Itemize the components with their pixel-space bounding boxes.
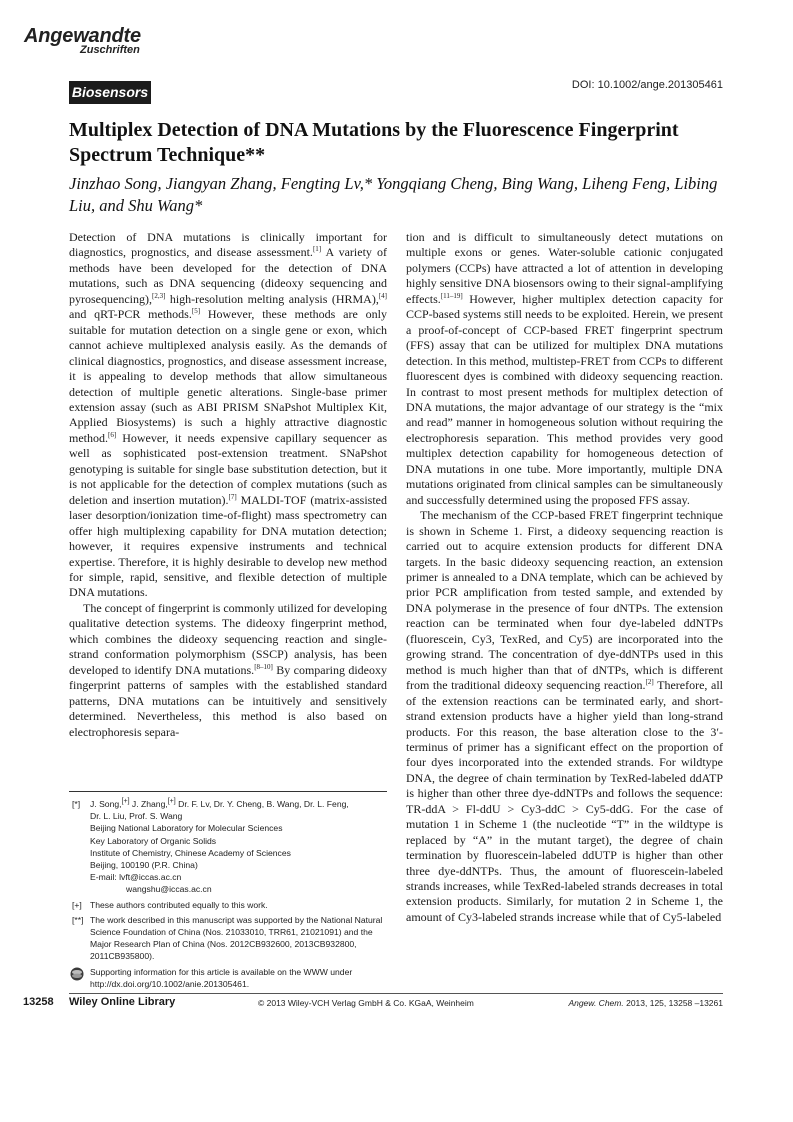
- paragraph: tion and is difficult to simultaneously detect mutations on multiple exons or genes. Water-soluble cationic conjugated polymers (CCPs) have attracted a lot of attention in developing highly sensitive DNA biosensors owing to their signal-amplifying effects.[11–19] However, higher multiplex detection capacity for CCP-based systems still needs to be exploited. Herein, we present a proof-of-concept of CCP-based FRET fingerprint spectrum (FFS) assay that can be utilized for multiplex DNA mutations detection. In this method, multistep-FRET from CCPs to different fluorescent dyes is combined with dideoxy sequencing reaction. In contrast to most present methods for multiplex detection of DNA mutations, the major advantage of our strategy is the “mix and read” manner in homogeneous solution without requiring the electrophoresis separation. This method provides very good multiplex detection capability for homogeneous detection of DNA mutations in one tube. More importantly, multiple DNA mutations originated from clinical samples can be simultaneously and successfully determined using the proposed FFS assay.: [406, 230, 723, 507]
- equal-contribution-footnote: [69, 899, 387, 911]
- publisher-library: Wiley Online Library: [69, 996, 176, 1008]
- doi-label: DOI: 10.1002/ange.201305461: [571, 79, 723, 91]
- page-number: 13258: [23, 996, 54, 1008]
- email-line: wangshu@iccas.ac.cn: [126, 884, 212, 895]
- supporting-info-footnote: [69, 966, 387, 990]
- body-left-column: [69, 230, 387, 740]
- journal-logo: Angewandte: [24, 25, 141, 47]
- article-title: Multiplex Detection of DNA Mutations by the Fluorescence Fingerprint Spectrum Technique**: [69, 119, 679, 166]
- footnote-mark: [**]: [72, 914, 84, 925]
- affiliation-line: Key Laboratory of Organic Solids: [90, 835, 217, 846]
- affiliation-line: Institute of Chemistry, Chinese Academy of Sciences: [90, 847, 291, 858]
- footnote-text: The work described in this manuscript was supported by the National Natural Science Foundation of China (Nos. 21033010, TRR61, 21021091) and the Major Research Plan of China (Nos. 2012CB932600, 2013CB932800, 2011CB935800).: [90, 914, 383, 962]
- affiliation-line: Beijing, 100190 (P.R. China): [90, 860, 198, 871]
- journal-logo-subtitle: Zuschriften: [80, 44, 140, 56]
- paragraph: Detection of DNA mutations is clinically important for diagnostics, prognostics, and disease assessment.[1] A variety of methods have been developed for the detection of DNA mutations, such as DNA sequencing (dideoxy sequencing and pyrosequencing),[2,3] high-resolution melting analysis (HRMA),[4] and qRT-PCR methods.[5] However, these methods are only suitable for mutation detection on a single gene or exon, which cannot achieve multiplexed analysis easily. As the demands of clinical diagnostics, prognostics, and disease assessment increase, it is appealing to develop methods that allow simultaneous detection of multiple genetic alterations. Single-base primer extension assay (such as ABI PRISM SNaPshot Multiplex Kit, Applied Biosystems) is such a highly attractive diagnostic method.[6] However, it needs expensive capillary sequencer as well as sophisticated post-extension treatment. SNaPshot genotyping is suitable for single base substitution detection, but it is not applicable for the detection of complex mutations (such as deletion and insertion mutation).[7] MALDI-TOF (matrix-assisted laser desorption/ionization time-of-flight) mass spectrometry can offer high multiplexing capability for DNA mutation detection; however, it requires expensive instruments and technical expertise. Therefore, it is highly desirable to develop new method for simple, rapid, sensitive, and flexible detection of multiple DNA mutations.: [69, 230, 387, 600]
- footnote-mark: [+]: [72, 899, 82, 910]
- volume-pages: 2013, 125, 13258 –13261: [626, 998, 723, 1008]
- author-names: Dr. L. Liu, Prof. S. Wang: [90, 811, 183, 822]
- journal-abbrev: Angew. Chem.: [568, 998, 624, 1008]
- affiliation-line: Beijing National Laboratory for Molecular Sciences: [90, 823, 283, 834]
- citation: [568, 998, 723, 1008]
- footnote-text: These authors contributed equally to this work.: [90, 899, 268, 910]
- email-line: E-mail: lvft@iccas.ac.cn: [90, 872, 182, 883]
- footer-divider: [69, 993, 723, 994]
- footnotes: [69, 798, 387, 993]
- body-right-column: [406, 230, 723, 925]
- copyright: © 2013 Wiley-VCH Verlag GmbH & Co. KGaA, Weinheim: [258, 998, 474, 1008]
- footnote-divider: [69, 791, 387, 792]
- funding-footnote: [69, 914, 387, 963]
- footnote-mark: [*]: [72, 799, 81, 809]
- paragraph: The mechanism of the CCP-based FRET fingerprint technique is shown in Scheme 1. First, a dideoxy sequencing reaction is carried out to acquire extension products for different DNA targets. In the basic dideoxy sequencing reaction, an extension primer is annealed to a DNA template, which can be achieved by prior PCR amplification from tested sample, and extended by DNA polymerase in the presence of four dNTPs. The extension reaction can be terminated when four dye-labeled ddNTPs (fluorescein, Cy3, TexRed, and Cy5) are incorporated into the growing strand. The concentration of dye-ddNTPs used in this method is much higher than that of dNTPs, which is different from the traditional dideoxy sequencing reaction.[2] Therefore, all of the extension reactions can be terminated early, and short-strand extension products have a higher yield than long-strand products. For this reason, the base alteration close to the 3′-terminus of primer has a significant effect on the proportion of four dyes incorporated into the extended strands. For wildtype DNA, the degree of chain termination by TexRed-labeled ddATP is higher than other three dye-ddNTPs and follows the sequence: TR-ddA > Fl-ddU > Cy3-ddC > Cy5-ddG. For the case of mutation 1 in Scheme 1 (the nucleotide “T” in the wildtype is replaced by “A” in the mutant target), the degree of chain termination by fluorescein-labeled ddUTP is higher than other three dye-ddNTPs. Thus, the amount of fluorescein-labeled strands increases, while TexRed-labeled strands decreases in total extension products. Similarly, for mutation 2 in Scheme 1, the amount of Cy3-labeled strands increase while that of Cy5-labeled: [406, 508, 723, 924]
- author-list: Jinzhao Song, Jiangyan Zhang, Fengting Lv,* Yongqiang Cheng, Bing Wang, Liheng Feng, Libing Liu, and Shu Wang*: [69, 174, 718, 215]
- paragraph: The concept of fingerprint is commonly utilized for developing qualitative detection systems. The dideoxy fingerprint method, which combines the dideoxy sequencing reaction and single-strand conformation polymorphism (SSCP) analysis, has been developed to identify DNA mutations.[8–10] By comparing dideoxy fingerprint patterns of samples with the established standard patterns, DNA mutations can be intuitively and sensitively determined. Nevertheless, this method is also based on electrophoresis separa-: [69, 600, 387, 739]
- affiliation-footnote: [69, 798, 387, 896]
- section-badge: Biosensors: [69, 81, 151, 104]
- author-names: J. Song,[+] J. Zhang,[+] Dr. F. Lv, Dr. Y. Cheng, B. Wang, Dr. L. Feng,: [90, 798, 349, 809]
- footnote-text: Supporting information for this article is available on the WWW under http://dx.doi.org/10.1002/anie.201305461.: [90, 966, 353, 989]
- supporting-info-icon: [70, 967, 84, 981]
